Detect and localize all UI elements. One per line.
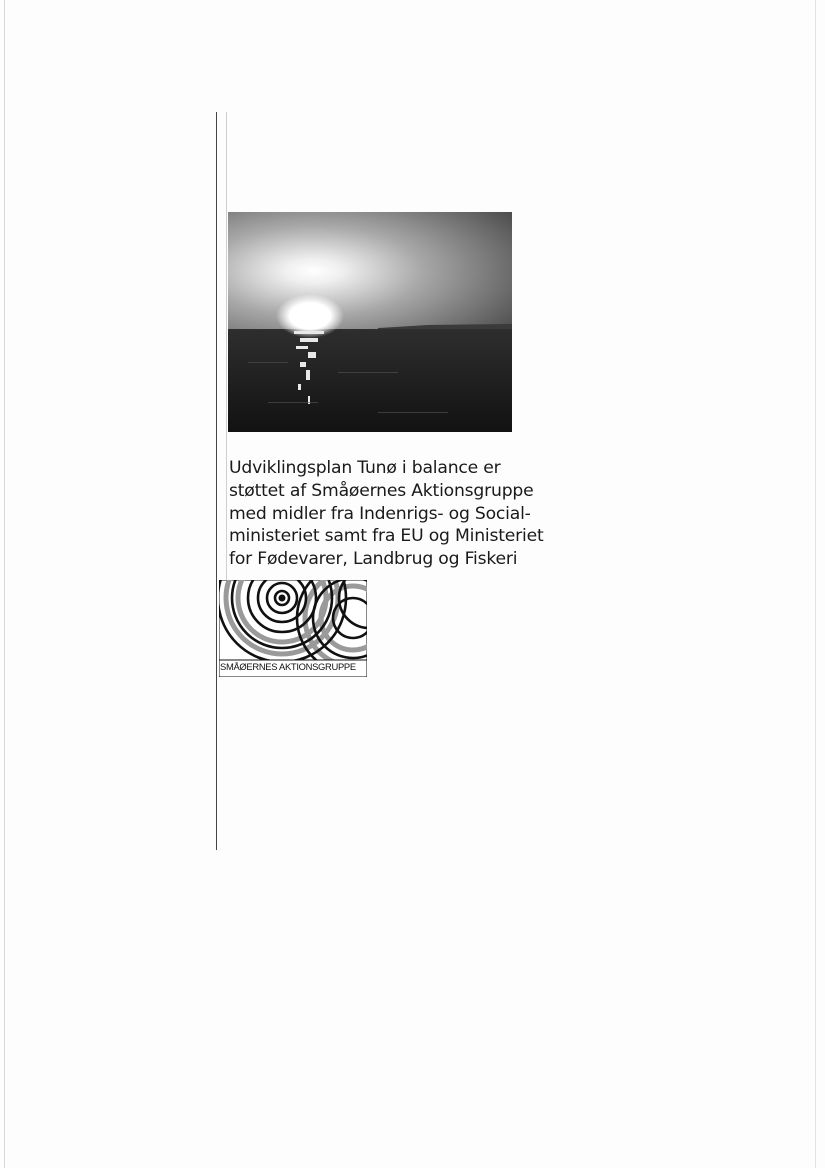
caption: [229, 457, 569, 571]
scan-edge-left: [4, 0, 5, 1168]
sunset-photo: [228, 212, 512, 432]
caption-line: med midler fra Indenrigs- og Social-: [229, 503, 531, 524]
caption-line: støttet af Småøernes Aktionsgruppe: [229, 480, 534, 501]
caption-line: Udviklingsplan Tunø i balance er: [229, 458, 501, 478]
scan-edge-right: [815, 0, 816, 1168]
caption-line: for Fødevarer, Landbrug og Fiskeri: [229, 549, 518, 570]
margin-rule: [216, 112, 217, 850]
smaaoernes-logo: [219, 580, 367, 677]
caption-line: ministeriet samt fra EU og Ministeriet: [229, 526, 544, 547]
margin-rule-inner: [226, 112, 227, 590]
logo-label: SMÅØERNES AKTIONSGRUPPE: [220, 661, 356, 672]
